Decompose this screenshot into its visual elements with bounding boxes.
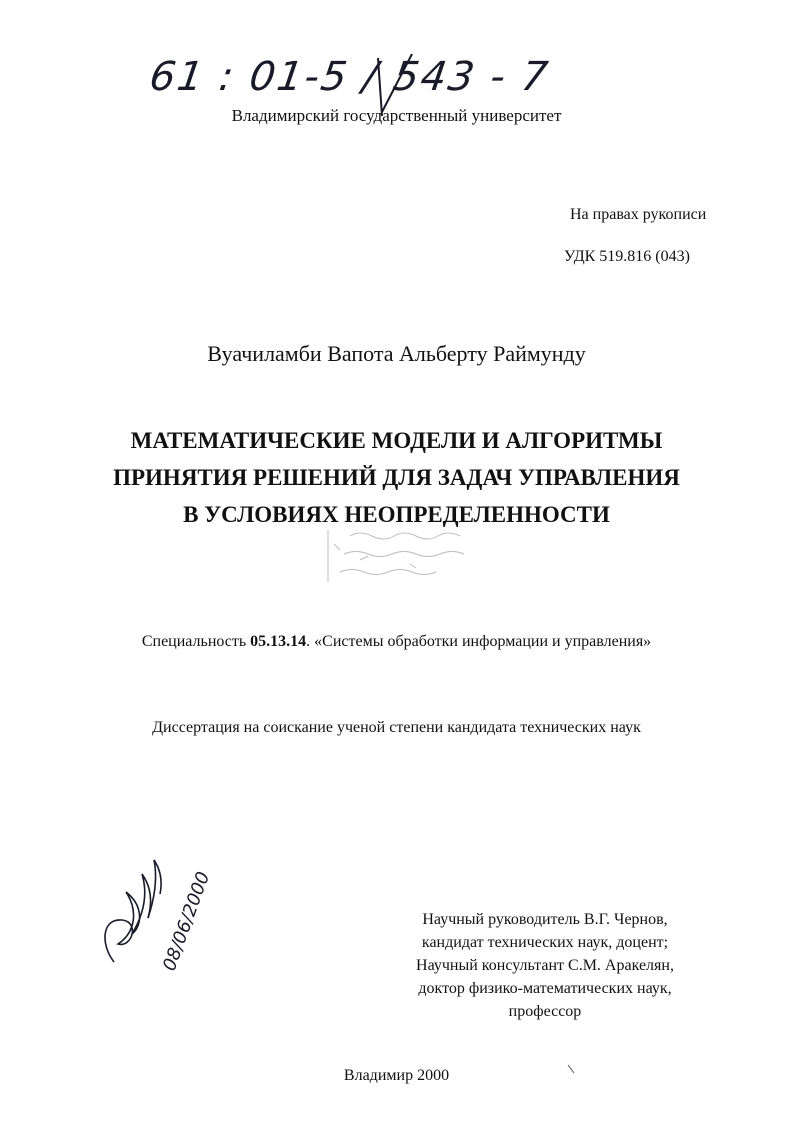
title-line: В УСЛОВИЯХ НЕОПРЕДЕЛЕННОСТИ xyxy=(183,502,610,527)
manuscript-rights: На правах рукописи xyxy=(570,206,707,223)
dissertation-title xyxy=(0,422,793,533)
advisor-line: Научный руководитель В.Г. Чернов, xyxy=(422,911,668,928)
city-year: Владимир 2000 xyxy=(343,1067,450,1084)
advisor-line: Научный консультант С.М. Аракелян, xyxy=(416,957,674,974)
advisor-line: доктор физико-математических наук, xyxy=(418,980,672,997)
signature-strokes xyxy=(92,822,232,972)
author-name: Вуачиламби Вапота Альберту Раймунду xyxy=(207,341,586,366)
handwritten-code-text: 61 : 01-5 / 543 - 7 xyxy=(146,54,553,100)
signature-date: 08/06/2000 xyxy=(158,869,215,972)
title-line: ПРИНЯТИЯ РЕШЕНИЙ ДЛЯ ЗАДАЧ УПРАВЛЕНИЯ xyxy=(113,465,680,490)
specialty-name: . «Системы обработки информации и управления» xyxy=(306,633,652,650)
udk-code: УДК 519.816 (043) xyxy=(564,248,690,265)
handwritten-signature xyxy=(92,822,232,972)
university-name: Владимирский государственный университет xyxy=(231,106,562,125)
faded-library-stamp xyxy=(320,524,500,588)
specialty-line xyxy=(0,633,793,651)
specialty-code: 05.13.14 xyxy=(250,633,307,650)
advisor-line: профессор xyxy=(508,1003,582,1020)
specialty-prefix: Специальность xyxy=(141,633,251,650)
advisor-line: кандидат технических наук, доцент; xyxy=(421,934,669,951)
dissertation-degree-line: Диссертация на соискание ученой степени кандидата технических наук xyxy=(152,719,641,736)
title-line: МАТЕМАТИЧЕСКИЕ МОДЕЛИ И АЛГОРИТМЫ xyxy=(130,428,663,453)
advisors-block xyxy=(400,908,690,1023)
